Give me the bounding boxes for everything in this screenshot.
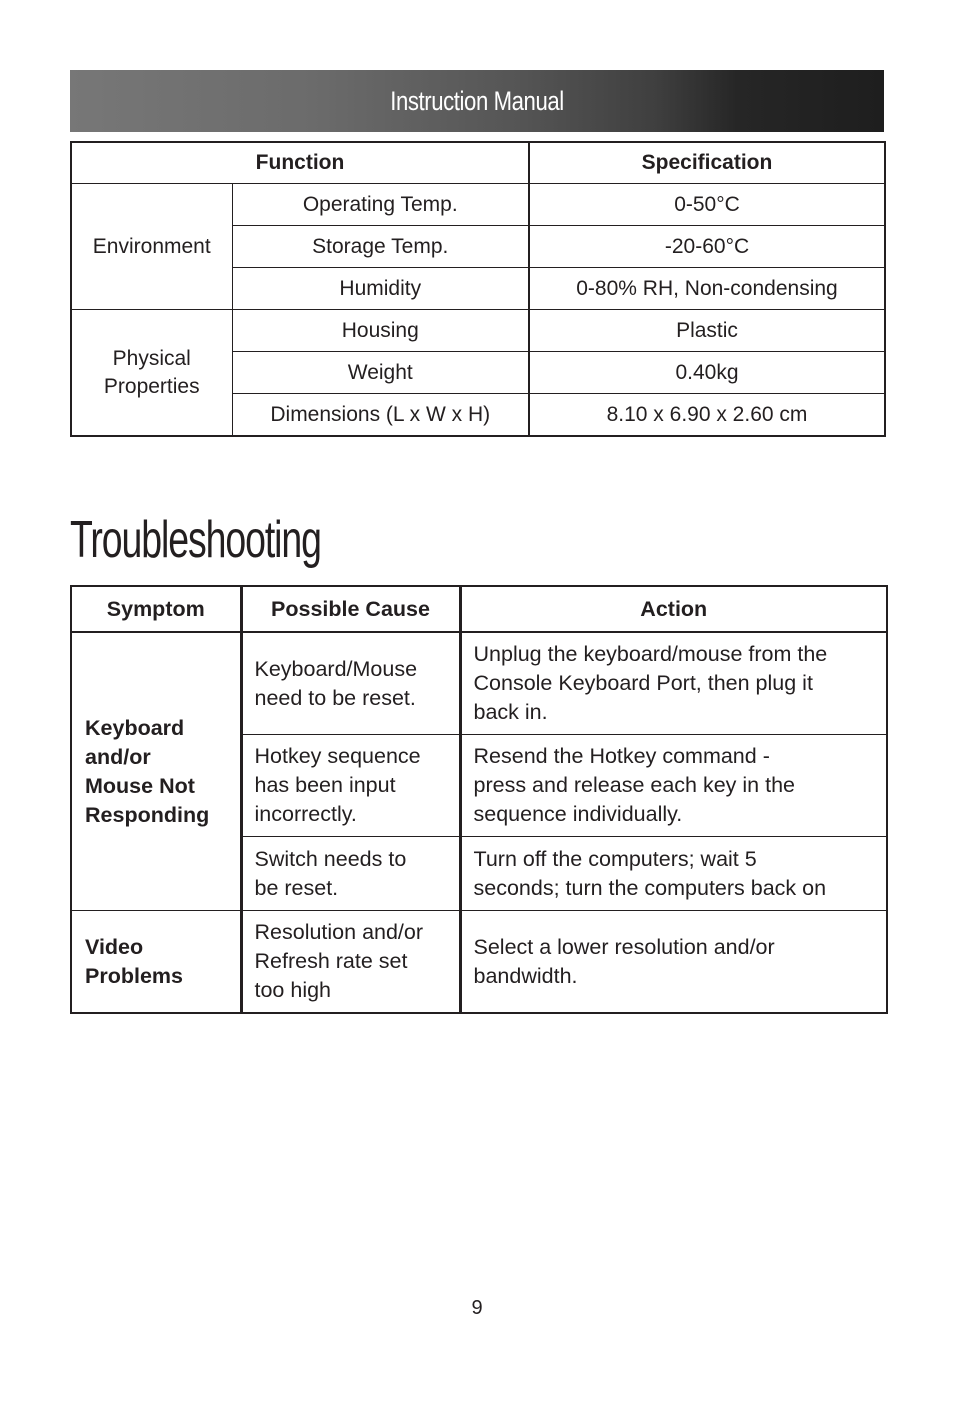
ts-header-row xyxy=(71,586,887,632)
spec-item: Housing xyxy=(232,310,529,352)
ts-cause: Hotkey sequence has been input incorrectly. xyxy=(241,735,460,837)
ts-cause: Keyboard/Mouse need to be reset. xyxy=(241,632,460,735)
spec-item: Humidity xyxy=(232,268,529,310)
ts-cause: Resolution and/or Refresh rate set too high xyxy=(241,911,460,1014)
spec-row xyxy=(71,184,885,226)
section-title-troubleshooting: Troubleshooting xyxy=(70,511,321,569)
spec-item: Weight xyxy=(232,352,529,394)
spec-item: Operating Temp. xyxy=(232,184,529,226)
spec-header-row xyxy=(71,142,885,184)
ts-header-possible-cause: Possible Cause xyxy=(241,586,460,632)
spec-header-specification: Specification xyxy=(529,142,885,184)
ts-symptom-video-problems: Video Problems xyxy=(71,911,241,1014)
ts-row xyxy=(71,911,887,1014)
spec-item: Storage Temp. xyxy=(232,226,529,268)
ts-header-symptom: Symptom xyxy=(71,586,241,632)
spec-header-function: Function xyxy=(71,142,529,184)
troubleshooting-table xyxy=(70,585,888,1014)
spec-value: 0.40kg xyxy=(529,352,885,394)
spec-group-environment: Environment xyxy=(71,184,232,310)
header-title: Instruction Manual xyxy=(390,86,564,116)
spec-row xyxy=(71,310,885,352)
spec-value: -20-60°C xyxy=(529,226,885,268)
ts-cause: Switch needs to be reset. xyxy=(241,837,460,911)
ts-action: Select a lower resolution and/or bandwidth. xyxy=(460,911,887,1014)
spec-item: Dimensions (L x W x H) xyxy=(232,394,529,437)
ts-row xyxy=(71,632,887,735)
page-number: 9 xyxy=(471,1297,483,1319)
spec-value: 0-50°C xyxy=(529,184,885,226)
ts-action: Turn off the computers; wait 5 seconds; turn the computers back on xyxy=(460,837,887,911)
spec-value: Plastic xyxy=(529,310,885,352)
header-bar xyxy=(70,70,884,132)
ts-action: Resend the Hotkey command - press and release each key in the sequence individually. xyxy=(460,735,887,837)
ts-symptom-keyboard-mouse: Keyboard and/or Mouse Not Responding xyxy=(71,632,241,911)
ts-header-action: Action xyxy=(460,586,887,632)
spec-value: 0-80% RH, Non-condensing xyxy=(529,268,885,310)
specification-table xyxy=(70,141,886,437)
ts-action: Unplug the keyboard/mouse from the Console Keyboard Port, then plug it back in. xyxy=(460,632,887,735)
spec-value: 8.10 x 6.90 x 2.60 cm xyxy=(529,394,885,437)
spec-group-physical-properties: Physical Properties xyxy=(71,310,232,437)
